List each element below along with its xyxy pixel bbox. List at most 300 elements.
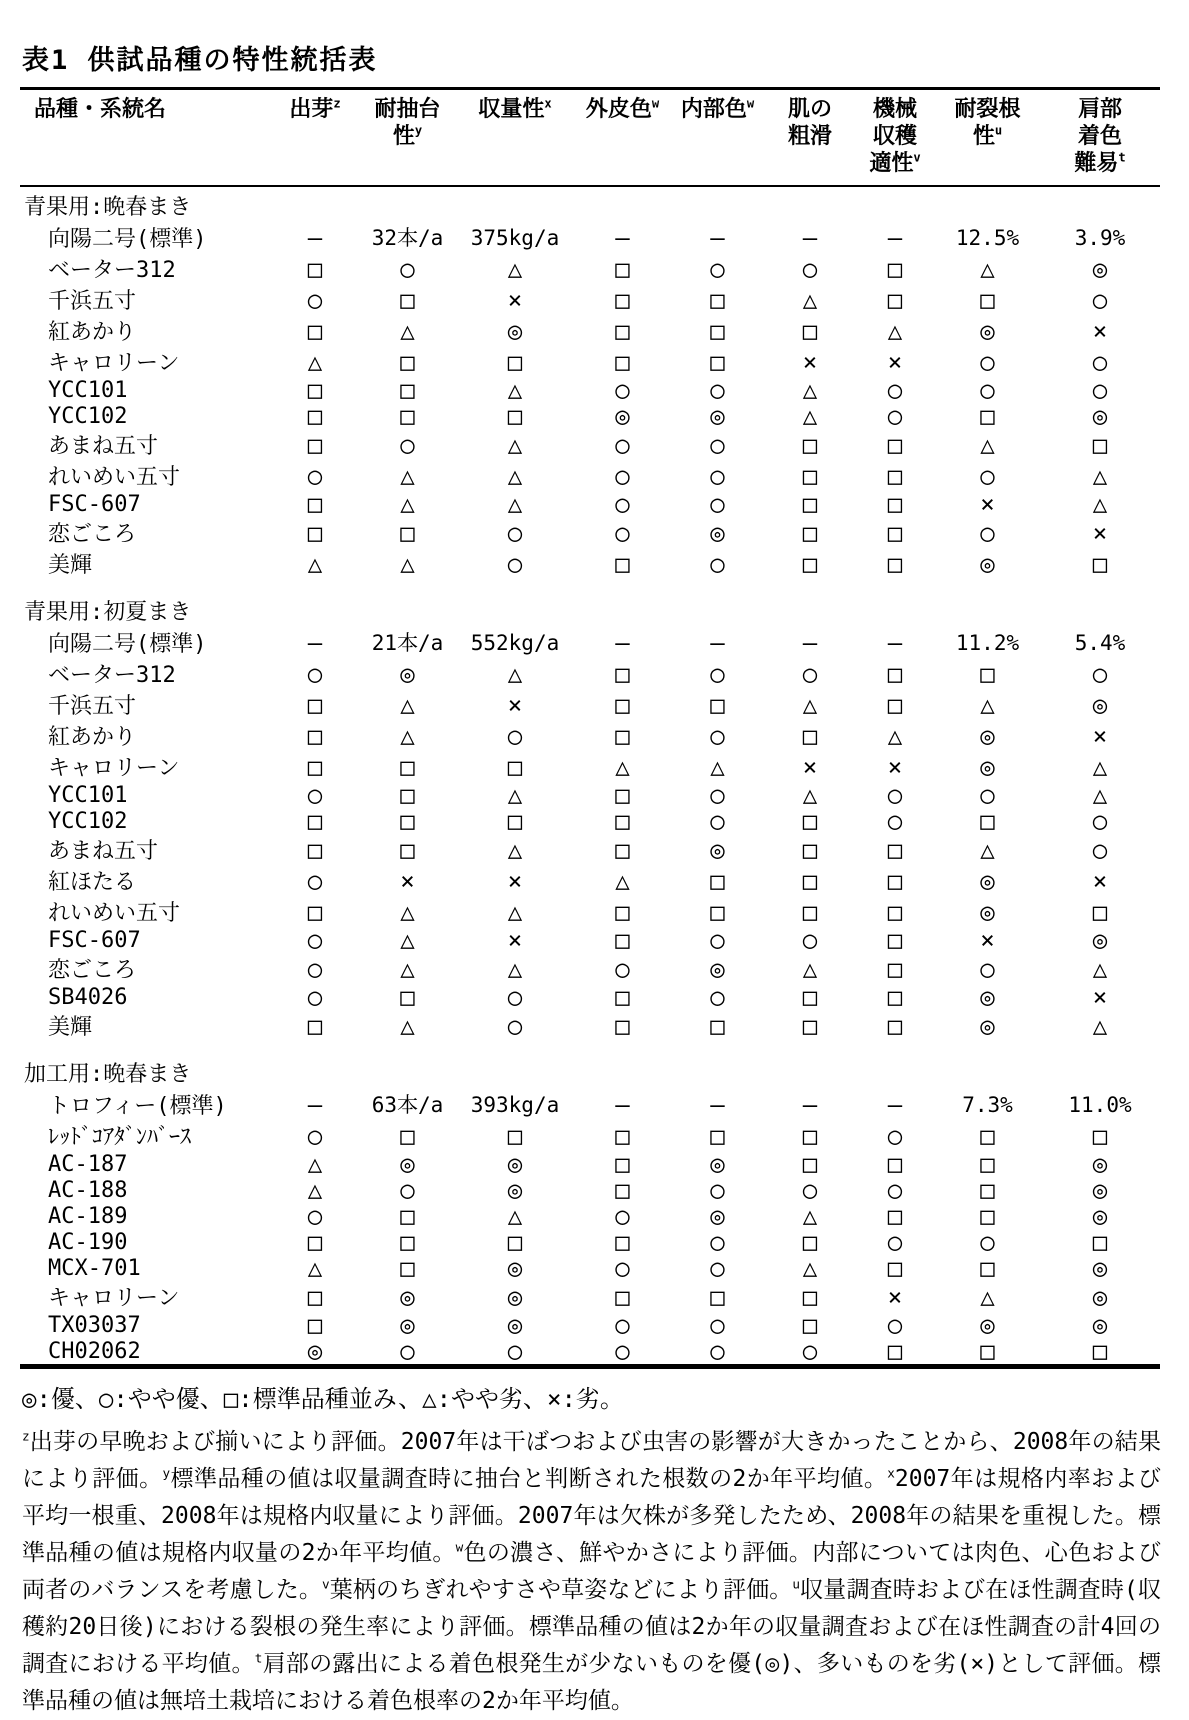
value-cell: □ bbox=[400, 1254, 415, 1282]
value-cell: □ bbox=[507, 1228, 523, 1256]
value-cell: □ bbox=[887, 866, 903, 895]
table-row bbox=[20, 253, 1160, 284]
table-row bbox=[20, 1089, 1160, 1120]
variety-name: 美輝 bbox=[48, 1015, 93, 1040]
value-cell: × bbox=[980, 926, 995, 954]
footnote-marker: u bbox=[792, 1576, 801, 1592]
value-cell: □ bbox=[307, 1228, 323, 1256]
value-cell: △ bbox=[1092, 954, 1108, 983]
value-cell: ○ bbox=[307, 954, 323, 983]
value-cell: □ bbox=[615, 1150, 630, 1178]
variety-name: あまね五寸 bbox=[48, 839, 159, 864]
value-cell: △ bbox=[507, 781, 523, 809]
value-cell: ○ bbox=[802, 254, 818, 283]
value-cell: □ bbox=[615, 1121, 630, 1150]
value-cell: □ bbox=[802, 490, 818, 518]
value-cell: △ bbox=[980, 690, 995, 719]
variety-name: 千浜五寸 bbox=[48, 694, 137, 719]
value-cell: ○ bbox=[307, 285, 323, 314]
table-row bbox=[20, 517, 1160, 548]
value-cell: ○ bbox=[400, 1176, 415, 1204]
value-cell: △ bbox=[887, 316, 903, 345]
footnote-marker: x bbox=[887, 1465, 895, 1481]
value-cell: ○ bbox=[307, 461, 323, 490]
table-row bbox=[20, 315, 1160, 346]
value-cell: × bbox=[887, 752, 903, 781]
value-cell: ○ bbox=[710, 659, 725, 688]
value-cell: □ bbox=[802, 461, 818, 490]
value-cell: ○ bbox=[615, 1311, 630, 1339]
table-row bbox=[20, 927, 1160, 953]
variety-name: CH02062 bbox=[48, 1338, 141, 1364]
value-cell: △ bbox=[507, 430, 523, 459]
footnote-marker: v bbox=[322, 1576, 330, 1592]
value-cell: ○ bbox=[507, 549, 523, 578]
value-cell: ◎ bbox=[1092, 926, 1108, 954]
value-cell: △ bbox=[1092, 1011, 1108, 1040]
variety-name: YCC102 bbox=[48, 808, 128, 834]
value-cell: □ bbox=[980, 1121, 995, 1150]
value-cell: □ bbox=[400, 376, 415, 404]
value-cell: □ bbox=[307, 1282, 323, 1311]
value-cell: □ bbox=[887, 926, 903, 954]
column-header: 耐抽台 性$^y$ bbox=[360, 89, 455, 187]
value-cell: ○ bbox=[710, 1311, 725, 1339]
value-cell: △ bbox=[507, 659, 523, 688]
value-cell: □ bbox=[980, 1150, 995, 1178]
value-cell: × bbox=[1092, 721, 1108, 750]
value-cell: □ bbox=[887, 549, 903, 578]
value-cell: ○ bbox=[710, 1254, 725, 1282]
value-cell: □ bbox=[615, 254, 630, 283]
value-cell: □ bbox=[400, 1202, 415, 1230]
value-cell: — bbox=[802, 223, 818, 252]
value-cell: ○ bbox=[802, 659, 818, 688]
value-cell: △ bbox=[507, 490, 523, 518]
value-cell: ◎ bbox=[307, 1337, 323, 1365]
value-cell: □ bbox=[400, 835, 415, 864]
value-cell: ◎ bbox=[980, 549, 995, 578]
variety-name: 紅あかり bbox=[48, 725, 137, 750]
value-cell: ○ bbox=[1092, 347, 1108, 376]
value-cell: ○ bbox=[710, 490, 725, 518]
table-row bbox=[20, 658, 1160, 689]
value-cell: □ bbox=[507, 807, 523, 835]
value-cell: □ bbox=[887, 518, 903, 547]
value-cell: □ bbox=[1092, 1121, 1108, 1150]
value-cell: — bbox=[615, 223, 630, 252]
value-cell: □ bbox=[307, 807, 323, 835]
value-cell: △ bbox=[802, 781, 818, 809]
value-cell: □ bbox=[1092, 1228, 1108, 1256]
table-row bbox=[20, 834, 1160, 865]
variety-name: ベーター312 bbox=[48, 663, 176, 688]
value-cell: × bbox=[802, 347, 818, 376]
value-cell: ○ bbox=[980, 376, 995, 404]
value-cell: ○ bbox=[615, 430, 630, 459]
value-cell: □ bbox=[615, 316, 630, 345]
value-cell: △ bbox=[802, 1254, 818, 1282]
value-cell: ○ bbox=[710, 430, 725, 459]
value-cell: □ bbox=[1092, 1337, 1108, 1365]
value-cell: ○ bbox=[615, 490, 630, 518]
value-cell: ◎ bbox=[980, 721, 995, 750]
value-cell: ◎ bbox=[400, 659, 415, 688]
value-cell: — bbox=[615, 628, 630, 657]
variety-name: 向陽二号(標準) bbox=[48, 632, 207, 657]
value-cell: □ bbox=[980, 1254, 995, 1282]
footnotes: $^z$出芽の早晩および揃いにより評価。2007年は干ばつおよび虫害の影響が大きかったことから、2008年の結果により評価。$^y$標準品種の値は収量調査時に抽台と判断された根数の2か年平均値。$^x$2007年は規格内率および平均一根重、2008年は規格内収量により評価。2007年は欠株が多発したため、2008年の結果を重視した。標準品種の値は規格内収量の2か年平均値。$^w$色の濃さ、鮮やかさにより評価。内部については肉色、心色および両者のバランスを考慮した。$^v$葉柄のちぎれやすさや草姿などにより評価。$^u$収量調査時および在ほ性調査時(収穫約20日後)における裂根の発生率により評価。標準品種の値は2か年の収量調査および在ほ性調査の計4回の調査における平均値。$^t$肩部の露出による着色根発生が少ないものを優(◎)、多いものを劣(×)として評価。標準品種の値は無培土栽培における着色根率の2か年平均値。 bbox=[22, 1428, 1161, 1714]
variety-name: YCC101 bbox=[48, 782, 128, 808]
footnote-marker: w bbox=[455, 1539, 464, 1555]
value-cell: × bbox=[1092, 316, 1108, 345]
value-cell: ○ bbox=[1092, 376, 1108, 404]
value-cell: □ bbox=[400, 1228, 415, 1256]
table-row bbox=[20, 1010, 1160, 1041]
value-cell: ○ bbox=[802, 1176, 818, 1204]
value-cell: △ bbox=[507, 461, 523, 490]
value-cell: △ bbox=[507, 254, 523, 283]
value-cell: × bbox=[887, 347, 903, 376]
value-cell: ○ bbox=[307, 781, 323, 809]
value-cell: ◎ bbox=[507, 1176, 523, 1204]
value-cell: 5.4% bbox=[1074, 630, 1126, 655]
value-cell: × bbox=[400, 866, 415, 895]
value-cell: ◎ bbox=[980, 1011, 995, 1040]
value-cell: □ bbox=[710, 316, 725, 345]
table-row bbox=[20, 782, 1160, 808]
value-cell: □ bbox=[887, 983, 903, 1011]
value-cell: ◎ bbox=[1092, 1202, 1108, 1230]
value-cell: ◎ bbox=[1092, 1311, 1108, 1339]
value-cell: □ bbox=[400, 781, 415, 809]
value-cell: ○ bbox=[307, 1202, 323, 1230]
value-cell: △ bbox=[802, 285, 818, 314]
variety-name: 恋ごころ bbox=[48, 522, 137, 547]
value-cell: □ bbox=[887, 490, 903, 518]
variety-name: キャロリーン bbox=[48, 1286, 180, 1311]
value-cell: △ bbox=[1092, 752, 1108, 781]
value-cell: ○ bbox=[887, 1228, 903, 1256]
value-cell: □ bbox=[802, 866, 818, 895]
section-heading-row: 加工用:晩春まき bbox=[24, 1062, 192, 1087]
value-cell: △ bbox=[802, 690, 818, 719]
table-row bbox=[20, 222, 1160, 253]
value-cell: ○ bbox=[507, 518, 523, 547]
section-heading-row: 青果用:初夏まき bbox=[24, 600, 192, 625]
value-cell: × bbox=[507, 285, 523, 314]
value-cell: ◎ bbox=[400, 1282, 415, 1311]
value-cell: ○ bbox=[615, 1337, 630, 1365]
value-cell: □ bbox=[802, 316, 818, 345]
value-cell: □ bbox=[615, 690, 630, 719]
variety-name: れいめい五寸 bbox=[48, 465, 181, 490]
value-cell: ○ bbox=[887, 1176, 903, 1204]
value-cell: ○ bbox=[710, 926, 725, 954]
value-cell: □ bbox=[307, 430, 323, 459]
value-cell: ○ bbox=[507, 721, 523, 750]
value-cell: ◎ bbox=[507, 1150, 523, 1178]
value-cell: □ bbox=[307, 1011, 323, 1040]
value-cell: □ bbox=[307, 690, 323, 719]
table-row bbox=[20, 460, 1160, 491]
value-cell: ◎ bbox=[1092, 402, 1108, 430]
value-cell: ○ bbox=[615, 461, 630, 490]
variety-name: 美輝 bbox=[48, 553, 93, 578]
column-header: 肩部 着色 難易$^t$ bbox=[1040, 89, 1160, 187]
footnote-marker: z bbox=[22, 1428, 30, 1444]
value-cell: ○ bbox=[980, 461, 995, 490]
value-cell: □ bbox=[802, 1311, 818, 1339]
value-cell: △ bbox=[980, 430, 995, 459]
value-cell: △ bbox=[400, 721, 415, 750]
value-cell: ◎ bbox=[1092, 690, 1108, 719]
value-cell: △ bbox=[615, 752, 630, 781]
value-cell: ○ bbox=[307, 983, 323, 1011]
value-cell: □ bbox=[615, 285, 630, 314]
value-cell: □ bbox=[615, 1282, 630, 1311]
value-cell: 11.2% bbox=[955, 630, 1020, 655]
value-cell: ○ bbox=[980, 954, 995, 983]
variety-name: ベーター312 bbox=[48, 258, 176, 283]
table-row bbox=[20, 1312, 1160, 1338]
value-cell: □ bbox=[980, 402, 995, 430]
variety-name: 恋ごころ bbox=[48, 958, 137, 983]
value-cell: □ bbox=[615, 983, 630, 1011]
value-cell: △ bbox=[400, 490, 415, 518]
value-cell: ○ bbox=[980, 781, 995, 809]
value-cell: □ bbox=[887, 897, 903, 926]
value-cell: □ bbox=[1092, 549, 1108, 578]
value-cell: ○ bbox=[307, 926, 323, 954]
value-cell: △ bbox=[887, 721, 903, 750]
value-cell: ○ bbox=[615, 1202, 630, 1230]
value-cell: — bbox=[307, 223, 323, 252]
value-cell: ○ bbox=[1092, 285, 1108, 314]
value-cell: ◎ bbox=[710, 518, 725, 547]
table-header bbox=[20, 89, 1160, 187]
value-cell: — bbox=[802, 628, 818, 657]
value-cell: 393kg/a bbox=[470, 1092, 560, 1117]
value-cell: ◎ bbox=[615, 402, 630, 430]
value-cell: — bbox=[710, 628, 725, 657]
value-cell: ○ bbox=[887, 781, 903, 809]
table-row bbox=[20, 491, 1160, 517]
value-cell: △ bbox=[507, 835, 523, 864]
value-cell: □ bbox=[507, 752, 523, 781]
value-cell: △ bbox=[400, 316, 415, 345]
value-cell: □ bbox=[615, 1228, 630, 1256]
value-cell: ○ bbox=[802, 1337, 818, 1365]
value-cell: ○ bbox=[1092, 659, 1108, 688]
value-cell: □ bbox=[615, 1176, 630, 1204]
column-header: 肌の 粗滑 bbox=[765, 89, 855, 187]
value-cell: □ bbox=[307, 752, 323, 781]
value-cell: △ bbox=[507, 954, 523, 983]
value-cell: ◎ bbox=[1092, 1176, 1108, 1204]
table-row bbox=[20, 865, 1160, 896]
value-cell: □ bbox=[307, 1311, 323, 1339]
section-heading-row: 青果用:晩春まき bbox=[24, 195, 192, 220]
variety-name: FSC-607 bbox=[48, 927, 141, 953]
value-cell: △ bbox=[400, 897, 415, 926]
value-cell: ◎ bbox=[1092, 1254, 1108, 1282]
value-cell: ○ bbox=[710, 1337, 725, 1365]
value-cell: ○ bbox=[980, 1228, 995, 1256]
value-cell: □ bbox=[307, 316, 323, 345]
value-cell: △ bbox=[400, 1011, 415, 1040]
variety-name: YCC101 bbox=[48, 377, 128, 403]
value-cell: □ bbox=[507, 402, 523, 430]
value-cell: ◎ bbox=[507, 1254, 523, 1282]
variety-name: TX03037 bbox=[48, 1312, 141, 1338]
value-cell: ○ bbox=[307, 1121, 323, 1150]
value-cell: 375kg/a bbox=[470, 225, 560, 250]
symbol-legend: ◎:優、○:やや優、□:標準品種並み、△:やや劣、×:劣。 bbox=[22, 1385, 624, 1413]
value-cell: ◎ bbox=[710, 1202, 725, 1230]
value-cell: △ bbox=[710, 752, 725, 781]
table-row bbox=[20, 346, 1160, 377]
value-cell: — bbox=[887, 223, 903, 252]
value-cell: △ bbox=[1092, 781, 1108, 809]
value-cell: △ bbox=[980, 254, 995, 283]
value-cell: □ bbox=[887, 1254, 903, 1282]
value-cell: □ bbox=[802, 1228, 818, 1256]
value-cell: — bbox=[710, 1090, 725, 1119]
value-cell: ○ bbox=[887, 1311, 903, 1339]
value-cell: ○ bbox=[710, 254, 725, 283]
value-cell: △ bbox=[400, 954, 415, 983]
value-cell: □ bbox=[615, 807, 630, 835]
value-cell: □ bbox=[1092, 430, 1108, 459]
value-cell: ○ bbox=[710, 461, 725, 490]
value-cell: △ bbox=[307, 1150, 323, 1178]
characteristics-table bbox=[20, 87, 1160, 1369]
value-cell: △ bbox=[1092, 461, 1108, 490]
value-cell: □ bbox=[307, 254, 323, 283]
value-cell: △ bbox=[802, 376, 818, 404]
variety-name: AC-188 bbox=[48, 1177, 128, 1203]
value-cell: ○ bbox=[710, 721, 725, 750]
value-cell: △ bbox=[400, 690, 415, 719]
variety-name: 向陽二号(標準) bbox=[48, 227, 207, 252]
value-cell: △ bbox=[507, 376, 523, 404]
value-cell: □ bbox=[307, 835, 323, 864]
value-cell: ◎ bbox=[980, 752, 995, 781]
value-cell: □ bbox=[802, 897, 818, 926]
value-cell: □ bbox=[802, 721, 818, 750]
variety-name: MCX-701 bbox=[48, 1255, 141, 1281]
value-cell: □ bbox=[710, 285, 725, 314]
value-cell: □ bbox=[887, 430, 903, 459]
table-row bbox=[20, 1229, 1160, 1255]
value-cell: △ bbox=[802, 1202, 818, 1230]
value-cell: □ bbox=[802, 1011, 818, 1040]
value-cell: ○ bbox=[400, 1337, 415, 1365]
column-header: 収量性$^x$ bbox=[455, 89, 575, 187]
value-cell: □ bbox=[400, 285, 415, 314]
table-row bbox=[20, 953, 1160, 984]
value-cell: □ bbox=[802, 1282, 818, 1311]
value-cell: — bbox=[307, 1090, 323, 1119]
value-cell: △ bbox=[307, 347, 323, 376]
table-row bbox=[20, 548, 1160, 579]
value-cell: △ bbox=[507, 1202, 523, 1230]
value-cell: □ bbox=[802, 1121, 818, 1150]
value-cell: □ bbox=[887, 1150, 903, 1178]
value-cell: ◎ bbox=[980, 866, 995, 895]
header-row bbox=[20, 89, 1160, 187]
value-cell: ○ bbox=[507, 1337, 523, 1365]
value-cell: □ bbox=[710, 1282, 725, 1311]
value-cell: ○ bbox=[710, 549, 725, 578]
value-cell: ○ bbox=[710, 1176, 725, 1204]
table-row bbox=[20, 403, 1160, 429]
variety-name: キャロリーン bbox=[48, 756, 180, 781]
value-cell: □ bbox=[400, 807, 415, 835]
value-cell: 21本/a bbox=[371, 630, 444, 655]
value-cell: ○ bbox=[615, 518, 630, 547]
table-row bbox=[20, 1120, 1160, 1151]
value-cell: × bbox=[887, 1282, 903, 1311]
table-title: 表1 供試品種の特性統括表 bbox=[22, 45, 378, 76]
value-cell: □ bbox=[615, 781, 630, 809]
value-cell: ○ bbox=[710, 983, 725, 1011]
value-cell: △ bbox=[307, 1254, 323, 1282]
variety-name: れいめい五寸 bbox=[48, 901, 181, 926]
value-cell: □ bbox=[400, 402, 415, 430]
value-cell: ○ bbox=[887, 807, 903, 835]
value-cell: □ bbox=[307, 518, 323, 547]
value-cell: 3.9% bbox=[1074, 225, 1126, 250]
value-cell: □ bbox=[507, 1121, 523, 1150]
value-cell: ◎ bbox=[980, 316, 995, 345]
value-cell: ◎ bbox=[400, 1150, 415, 1178]
value-cell: □ bbox=[802, 518, 818, 547]
value-cell: 7.3% bbox=[962, 1092, 1013, 1117]
value-cell: △ bbox=[802, 402, 818, 430]
value-cell: □ bbox=[307, 721, 323, 750]
table-row bbox=[20, 1281, 1160, 1312]
table-row bbox=[20, 689, 1160, 720]
value-cell: △ bbox=[307, 549, 323, 578]
value-cell: ◎ bbox=[980, 1311, 995, 1339]
value-cell: ○ bbox=[887, 376, 903, 404]
value-cell: ◎ bbox=[1092, 254, 1108, 283]
value-cell: × bbox=[507, 926, 523, 954]
variety-name: FSC-607 bbox=[48, 491, 141, 517]
value-cell: ◎ bbox=[507, 1311, 523, 1339]
column-header: 機械 収穫 適性$^v$ bbox=[855, 89, 935, 187]
value-cell: □ bbox=[887, 1202, 903, 1230]
value-cell: 12.5% bbox=[955, 225, 1020, 250]
value-cell: × bbox=[1092, 518, 1108, 547]
value-cell: □ bbox=[802, 983, 818, 1011]
value-cell: □ bbox=[980, 1337, 995, 1365]
value-cell: □ bbox=[307, 897, 323, 926]
value-cell: 552kg/a bbox=[470, 630, 560, 655]
value-cell: □ bbox=[615, 926, 630, 954]
table-row bbox=[20, 808, 1160, 834]
value-cell: ◎ bbox=[1092, 1150, 1108, 1178]
value-cell: ◎ bbox=[710, 835, 725, 864]
value-cell: ○ bbox=[615, 376, 630, 404]
variety-name: キャロリーン bbox=[48, 351, 180, 376]
value-cell: — bbox=[710, 223, 725, 252]
value-cell: □ bbox=[615, 835, 630, 864]
value-cell: □ bbox=[710, 897, 725, 926]
variety-name: AC-189 bbox=[48, 1203, 128, 1229]
